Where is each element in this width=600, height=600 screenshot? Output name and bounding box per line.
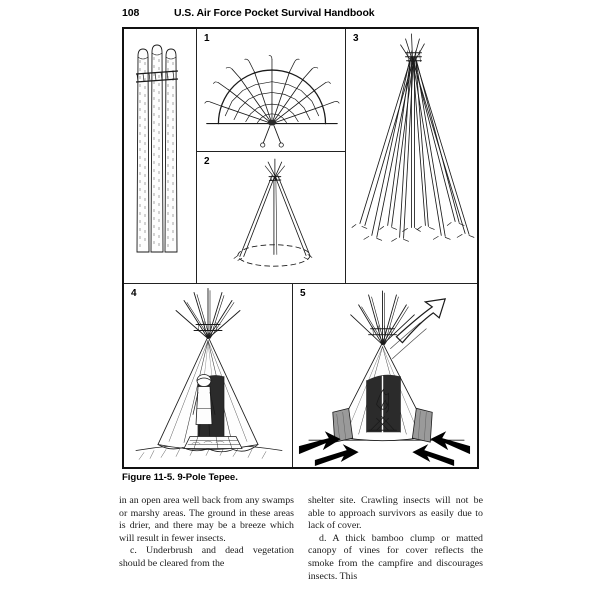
figure-panel-1 xyxy=(197,29,345,152)
panel-5-number: 5 xyxy=(300,288,306,299)
paragraph: c. Underbrush and dead vegetation should be cleared from the xyxy=(119,545,294,569)
figure-panel-2 xyxy=(197,152,345,283)
panel-4-number: 4 xyxy=(131,288,137,299)
figure-panel-5 xyxy=(292,284,477,467)
tripod-illustration xyxy=(197,152,345,283)
paragraph: shelter site. Crawling insects will not be able to approach survivors as easily due to lack of cover. xyxy=(308,495,483,532)
figure-bottom-row xyxy=(124,284,477,467)
body-text xyxy=(119,495,483,600)
body-column-right xyxy=(308,495,483,600)
fan-layout-illustration xyxy=(197,29,345,151)
tepee-ventilation-cutaway-illustration xyxy=(293,284,477,467)
panel-1-number: 1 xyxy=(204,33,210,44)
figure-panel-poles xyxy=(124,29,196,283)
figure-panel-4 xyxy=(124,284,292,467)
body-column-left xyxy=(119,495,294,600)
figure-caption: Figure 11-5. 9-Pole Tepee. xyxy=(122,472,238,483)
page-running-head xyxy=(122,4,478,22)
paragraph: in an open area well back from any swamps or marshy areas. The ground in these areas is drier, and there may be a breeze which will result in fewer insects. xyxy=(119,495,294,544)
paragraph: d. A thick bamboo clump or matted canopy of vines for cover reflects the smoke from the campfire and discourages insects. This xyxy=(308,532,483,582)
covered-tepee-with-survivor-illustration xyxy=(124,284,292,467)
page-number: 108 xyxy=(122,7,140,19)
nine-pole-frame-illustration xyxy=(346,29,477,283)
figure-middle-column xyxy=(196,29,345,283)
running-title: U.S. Air Force Pocket Survival Handbook xyxy=(174,7,375,19)
panel-2-number: 2 xyxy=(204,156,210,167)
figure-panel-3 xyxy=(345,29,477,283)
panel-3-number: 3 xyxy=(353,33,359,44)
figure-frame xyxy=(122,27,479,469)
three-lashed-poles-illustration xyxy=(124,29,196,283)
figure-top-row xyxy=(124,29,477,284)
figure-11-5 xyxy=(122,27,479,469)
